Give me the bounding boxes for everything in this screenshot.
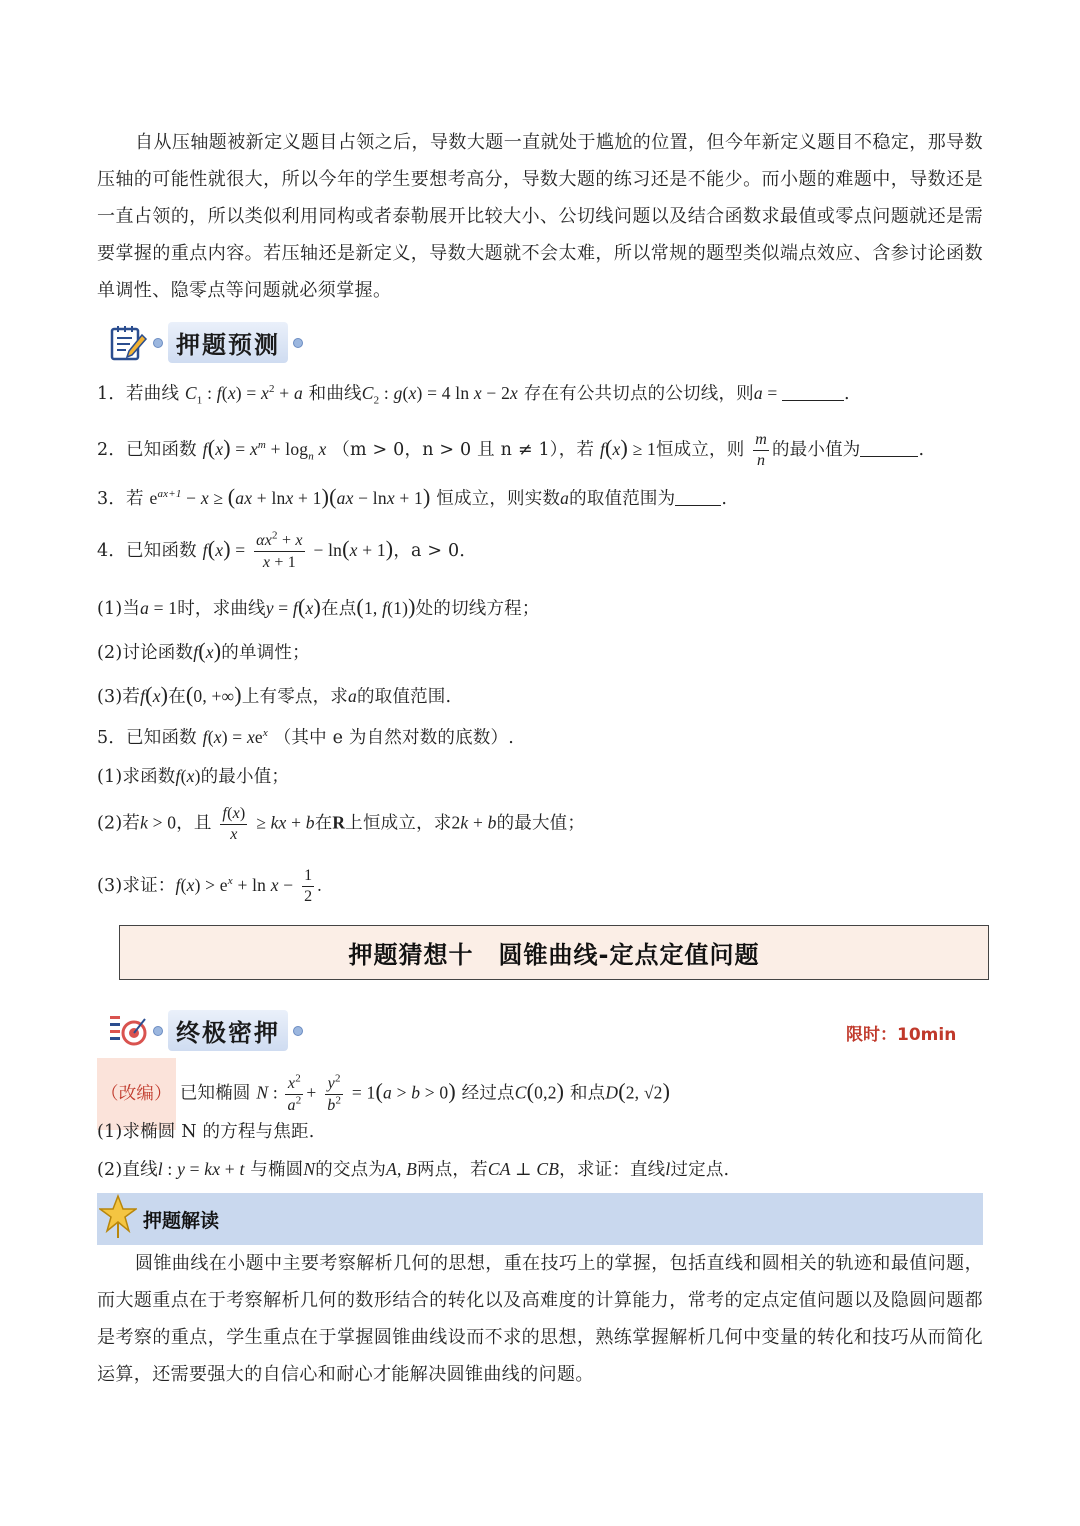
q2-end: .	[918, 440, 925, 460]
question-number: 2．	[97, 440, 127, 460]
problem-part2-text: ，求证：直线	[559, 1160, 666, 1180]
q1-text: 若曲线	[126, 384, 180, 404]
q4-part1-text: 在点	[321, 599, 357, 619]
header-dot	[153, 338, 163, 348]
q3-text: 的取值范围为	[569, 489, 676, 509]
interpretation-text: 圆锥曲线在小题中主要考察解析几何的思想，重在技巧上的掌握，包括直线和圆相关的轨迹和最值问题，而大题重点在于考察解析几何的数形结合的转化以及高难度的计算能力，常考的定点定值问题以及隐圆问题都是考察的重点，学生重点在于掌握圆锥曲线设而不求的思想，熟练掌握解析几何中变量的转化和技巧从而简化运算，还需要强大的自信心和耐心才能解决圆锥曲线的问题。	[97, 1253, 983, 1385]
question-4-part-1: (1)当a = 1时，求曲线y = f(x)在点(1, f(1))处的切线方程；	[97, 594, 540, 619]
q2-text: 的最小值为	[771, 440, 861, 460]
q1-text: 和曲线	[308, 384, 362, 404]
problem-part2-text: 的交点为	[315, 1160, 387, 1180]
fraction-x2-over-a2: $\frac{x^2}{a^2}$	[287, 1072, 302, 1114]
q4-part3-text: 在	[168, 687, 186, 707]
question-5-part-1: (1)求函数f(x)的最小值；	[97, 766, 290, 787]
section-header-prediction	[108, 322, 308, 363]
fraction-one-half: $\frac{1}{2}$	[304, 867, 313, 905]
q5-part2-text: ，且	[176, 813, 212, 834]
q4-text: 已知函数	[126, 541, 197, 561]
q4-part1-text: (1)当	[97, 599, 141, 619]
question-5-part-2: (2)若k > 0，且 $\frac{f(x)}{x}$ ≥ kx + b在R上恒成立，求2k + b的最大值；	[97, 805, 586, 843]
fraction-fx-over-x: $\frac{f(x)}{x}$	[222, 805, 246, 843]
q4-part1-text: 时，求曲线	[177, 599, 266, 619]
banner-title: 押题猜想十 圆锥曲线-定点定值问题	[348, 941, 760, 969]
q2-text: 恒成立，则	[655, 440, 745, 460]
q4-tail: ，a > 0．	[393, 541, 478, 561]
q5-text: 已知函数	[126, 728, 197, 748]
q4-part2-text: (2)讨论函数	[97, 643, 194, 663]
q5-part2-text: 上恒成立，求	[345, 813, 452, 834]
question-4: 4．已知函数 f(x) = $\frac{\alpha x^2 + x}{x + 1}$ − ln(x + 1)，a > 0．	[97, 529, 478, 571]
q4-part3-text: 上有零点，求	[241, 687, 349, 707]
answer-blank	[782, 384, 844, 401]
q5-part2-text: (2)若	[97, 813, 141, 834]
question-5-part-3: (3)求证：$f(x) > e^x + \ln x$ − $\frac{1}{2}$ .	[97, 867, 322, 905]
question-5: 5．已知函数 $f(x) = xe^x$ （其中 e 为自然对数的底数）.	[97, 727, 514, 748]
q1-end: .	[844, 384, 850, 404]
interpretation-paragraph	[97, 1245, 983, 1393]
star-icon	[99, 1194, 137, 1244]
q4-part3-text: 的取值范围.	[356, 687, 452, 707]
problem-part-2: (2)直线l : y = kx + t 与椭圆N的交点为A, B两点，若CA ⊥ CB，求证：直线l过定点.	[97, 1159, 730, 1180]
question-4-part-2: (2)讨论函数f(x)的单调性；	[97, 638, 310, 663]
adapted-tag: （改编）	[97, 1058, 176, 1130]
q5-part1-text: (1)求函数	[97, 767, 176, 787]
q4-part3-text: (3)若	[97, 687, 141, 707]
problem-part-1	[97, 1120, 315, 1144]
header-dot	[153, 1026, 163, 1036]
fraction-ax2x-over-x1: $\frac{\alpha x^2 + x}{x + 1}$	[256, 529, 303, 571]
question-number: 3．	[97, 489, 127, 509]
problem-statement: （改编） 已知椭圆 N : $\frac{x^2}{a^2}$ + $\frac{y^2}{b^2}$ = 1(a > b > 0) 经过点C(0,2) 和点D(2, √2)	[97, 1058, 670, 1130]
fraction-y2-over-b2: $\frac{y^2}{b^2}$	[327, 1072, 342, 1114]
interpretation-label: 押题解读	[143, 1209, 220, 1232]
interpretation-header	[97, 1193, 983, 1245]
intro-text: 自从压轴题被新定义题目占领之后，导数大题一直就处于尴尬的位置，但今年新定义题目不稳定，那导数压轴的可能性就很大，所以今年的学生要想考高分，导数大题的练习还是不能少。而小题的难题中，导数还是一直占领的，所以类似利用同构或者泰勒展开比较大小、公切线问题以及结合函数求最值或零点问题就还是需要掌握的重点内容。若压轴还是新定义，导数大题就不会太难，所以常规的题型类似端点效应、含参讨论函数单调性、隐零点等问题就必须掌握。	[97, 132, 983, 301]
header-dot	[293, 1026, 303, 1036]
q5-part2-text: 在	[314, 813, 333, 834]
section-title: 终极密押	[168, 1010, 288, 1051]
problem-part2-text: 与椭圆	[250, 1160, 304, 1180]
answer-blank	[860, 440, 918, 457]
q3-end: .	[721, 489, 728, 509]
problem-part1-text: (1)求椭圆 N 的方程与焦距.	[97, 1122, 315, 1142]
q1-text: 存在有公共切点的公切线，则	[523, 384, 754, 404]
problem-part2-text: 过定点.	[670, 1160, 730, 1180]
problem-text: 经过点	[461, 1083, 515, 1104]
header-dot	[293, 338, 303, 348]
fraction-m-over-n: $\frac{m}{n}$	[755, 431, 767, 469]
time-limit: 限时：10min	[846, 1025, 957, 1045]
target-icon	[108, 1011, 148, 1051]
section-title: 押题预测	[168, 322, 288, 363]
q3-text: 恒成立，则实数	[436, 489, 561, 509]
question-number: 4．	[97, 541, 127, 561]
question-number: 5．	[97, 728, 127, 748]
section-banner	[119, 925, 989, 980]
question-number: 1．	[97, 384, 127, 404]
q5-part3-text: (3)求证：	[97, 876, 176, 896]
q4-part2-text: 的单调性；	[221, 643, 310, 663]
q3-text: 若	[126, 489, 144, 509]
q5-text: （其中 e 为自然对数的底数）.	[273, 728, 514, 748]
q2-condition: （m > 0，n > 0 且 n ≠ 1），若	[332, 440, 595, 460]
q5-part2-text: 的最大值；	[496, 813, 586, 834]
problem-part2-text: 两点，若	[417, 1160, 488, 1180]
problem-text: 已知椭圆	[179, 1083, 251, 1104]
answer-blank	[675, 489, 721, 506]
q5-part1-text: 的最小值；	[200, 767, 290, 787]
problem-part2-text: (2)直线	[97, 1160, 158, 1180]
intro-paragraph	[97, 124, 983, 309]
q2-text: 已知函数	[126, 440, 197, 460]
question-3: 3．若 $e^{ax+1} - x \ge (ax + \ln x + 1)(ax - \ln x + 1)$ 恒成立，则实数a的取值范围为 .	[97, 484, 728, 509]
section-header-final	[108, 1010, 308, 1051]
question-1: 1．若曲线 $C_1$ : $f(x) = x^2 + a$ 和曲线$C_2$ : g(x) = 4 ln x − 2x 存在有公共切点的公切线，则a = .	[97, 383, 850, 407]
question-4-part-3: (3)若f(x)在(0, +∞)上有零点，求a的取值范围.	[97, 682, 452, 707]
q4-part1-text: 处的切线方程；	[415, 599, 540, 619]
notepad-pencil-icon	[108, 323, 148, 363]
problem-text: 和点	[569, 1083, 606, 1104]
question-2: 2．已知函数 $f(x) = x^m + \log_n x$ （m > 0，n > 0 且 n ≠ 1），若 f(x) ≥ 1恒成立，则 $\frac{m}{n}$ 的最小值为 .	[97, 431, 925, 469]
